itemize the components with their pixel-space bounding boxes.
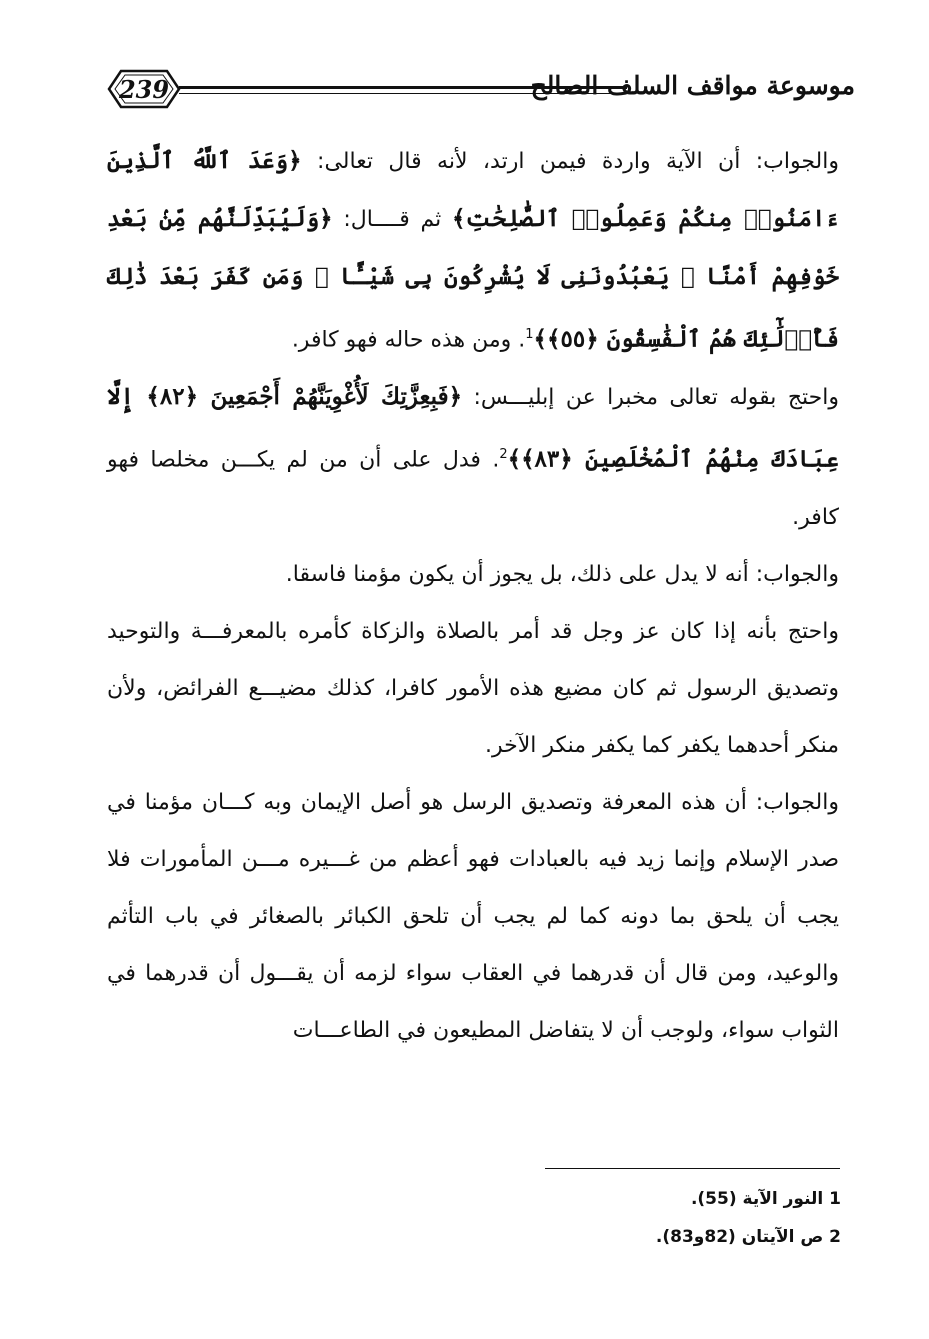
paragraph-text: واحتج بقوله تعالى مخبرا عن إبليـــس: <box>462 385 839 411</box>
footnote-text: النور الآية (55). <box>690 1189 824 1209</box>
paragraph-text: والجواب: أن هذه المعرفة وتصديق الرسل هو أصل الإيمان وبه كـــان مؤمنا في صدر الإسلام وإنما زيد فيه بالعبادات فهو أعظم من غـــيره مـــن المأمورات فلا يجب أن يلحق بما دونه كما لم يجب أن تلحق الكبائر بالصغائر في باب التأثم والوعيد، ومن قال أن قدرهما في العقاب سواء لزمه أن يقـــول أن قدرهما في الثواب سواء، ولوجب أن لا يتفاضل المطيعون في الطاعـــات <box>107 789 839 1043</box>
paragraph-text: . ومن هذه حاله فهو كافر. <box>291 327 526 353</box>
series-title: موسوعة مواقف السلف الصالح <box>530 71 855 100</box>
page-number-badge <box>107 68 181 110</box>
quran-verse: ﴿وَلَيُبَدِّلَنَّهُم مِّنۢ بَعْدِ خَوْفِهِمْ أَمْنًا ۚ يَعْبُدُونَنِى لَا يُشْرِكُونَ بِى شَيْـًٔا ۚ وَمَن كَفَرَ بَعْدَ ذَٰلِكَ فَأُو۟لَٰٓئِكَ هُمُ ٱلْفَٰسِقُونَ ﴿٥٥﴾﴾ <box>107 205 839 353</box>
footnote-ref: 2 <box>499 447 508 463</box>
paragraph <box>107 603 839 774</box>
footnotes <box>441 1180 841 1256</box>
quran-verse: ﴿وَعَدَ ٱللَّهُ ٱلَّذِينَ ءَامَنُوا۟ مِنكُمْ وَعَمِلُوا۟ ٱلصَّٰلِحَٰتِ﴾ <box>107 147 839 232</box>
footnote-text: ص الآيتان (82و83). <box>655 1227 824 1247</box>
quran-verse: ﴿فَبِعِزَّتِكَ لَأُغْوِيَنَّهُمْ أَجْمَعِينَ ﴿٨٢﴾ إِلَّا عِبَادَكَ مِنْهُمُ ٱلْمُخْلَصِينَ ﴿٨٣﴾﴾ <box>107 383 839 473</box>
paragraph-text: والجواب: أنه لا يدل على ذلك، بل يجوز أن يكون مؤمنا فاسقا. <box>285 561 839 587</box>
paragraph-text: واحتج بأنه إذا كان عز وجل قد أمر بالصلاة والزكاة كأمره بالمعرفـــة والتوحيد وتصديق الرسول ثم كان مضيع هذه الأمور كافرا، كذلك مضيـــع الفرائض، ولأن منكر أحدهما يكفر كما يكفر منكر الآخر. <box>107 618 839 758</box>
paragraph <box>107 774 839 1059</box>
footnote <box>441 1180 841 1218</box>
footnote-ref: 1 <box>525 327 534 342</box>
page-number: 239 <box>118 74 170 104</box>
paragraph <box>107 132 839 368</box>
page-header <box>95 62 855 118</box>
paragraph <box>107 546 839 603</box>
footnote-number: 1 <box>829 1189 841 1209</box>
paragraph-text: . فدل على أن من لم يكـــن مخلصا فهو كافر. <box>107 447 839 530</box>
footnote <box>441 1218 841 1256</box>
main-text <box>107 132 839 1059</box>
paragraph-text: والجواب: أن الآية واردة فيمن ارتد، لأنه قال تعالى: <box>301 149 839 174</box>
paragraph <box>107 368 839 545</box>
footnote-number: 2 <box>829 1227 841 1247</box>
footnote-separator <box>545 1168 840 1169</box>
paragraph-text: ثم قــــال: <box>332 207 453 232</box>
